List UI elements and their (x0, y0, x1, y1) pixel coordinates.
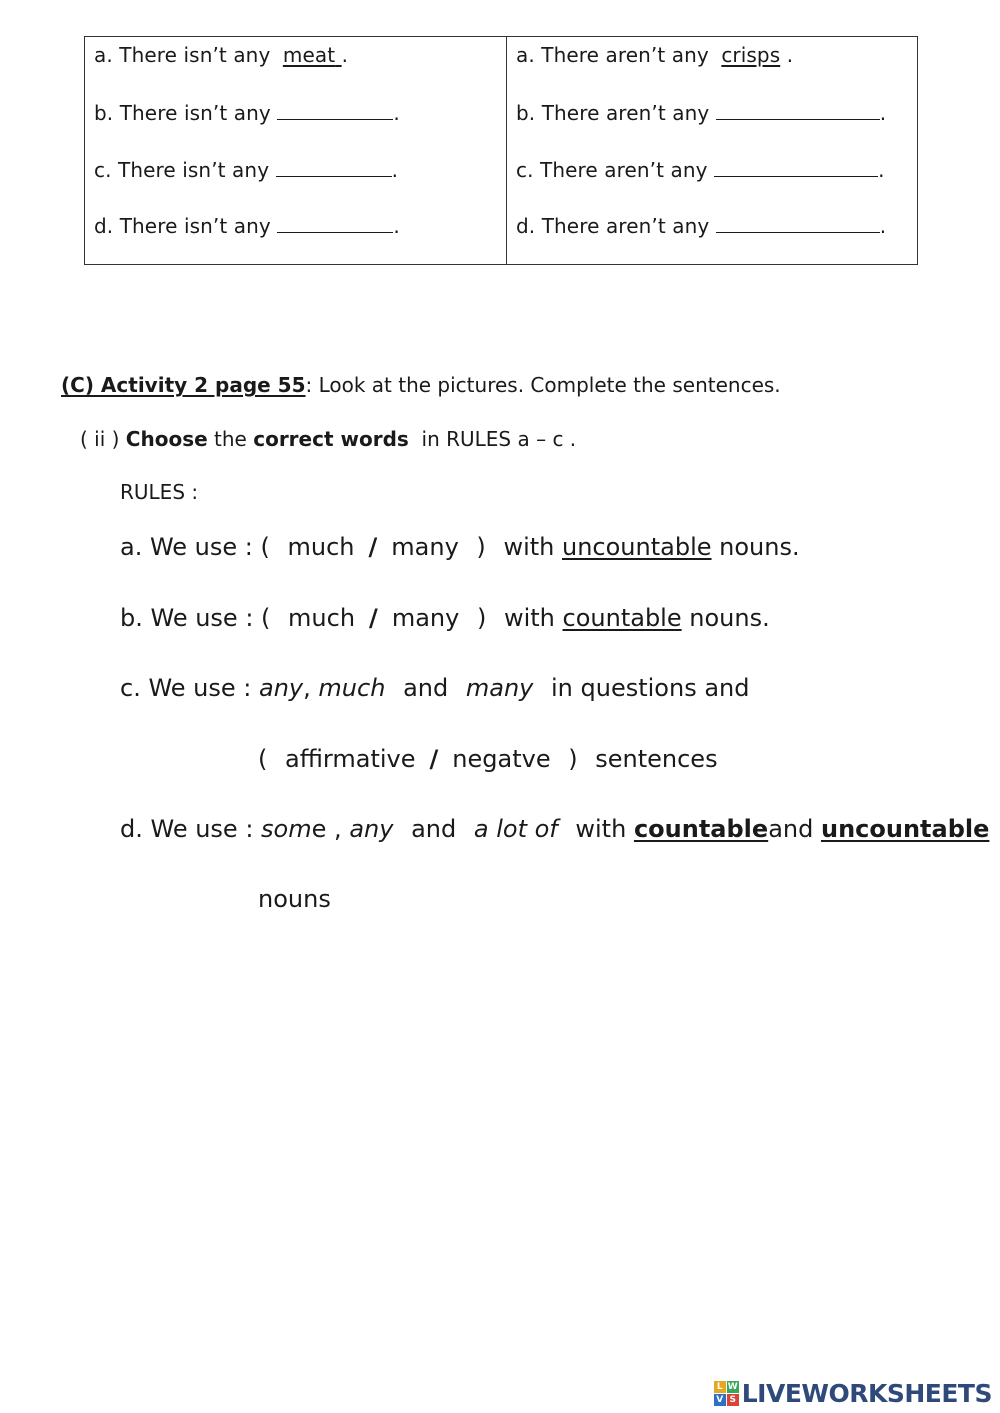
answer-blank[interactable] (716, 212, 880, 233)
table-row: a. There isn’t any meat . (94, 43, 349, 67)
subsection-instruction: ( ii ) Choose the correct words in RULES a – c . (80, 427, 577, 451)
rule-a: a. We use : ( much / many ) with uncountable nouns. (120, 533, 800, 561)
rules-title: RULES : (120, 480, 199, 504)
answer-text: crisps (721, 43, 781, 67)
table-column-isnt (85, 37, 507, 264)
table-column-arent (507, 37, 917, 264)
option-many[interactable]: many (391, 533, 459, 561)
section-label: (C) Activity 2 page 55 (61, 373, 306, 397)
answer-text: meat (282, 43, 336, 67)
table-row: c. There isn’t any . (94, 158, 399, 182)
option-many[interactable]: many (391, 604, 460, 632)
option-affirmative[interactable]: affirmative (285, 745, 416, 773)
rule-d-continued: nouns (258, 885, 331, 913)
rule-d: d. We use : some , any and a lot of with countableand uncountable (120, 815, 990, 843)
answer-blank[interactable] (276, 156, 392, 177)
table-row: a. There aren’t any crisps . (516, 43, 794, 67)
answer-blank[interactable] (277, 99, 393, 120)
option-much[interactable]: much (288, 604, 356, 632)
rule-c-continued: ( affirmative / negatve ) sentences (258, 745, 718, 773)
answer-table (84, 36, 918, 265)
brand-name: LIVEWORKSHEETS (741, 1378, 992, 1408)
section-instruction: : Look at the pictures. Complete the sentences. (305, 373, 781, 397)
liveworksheets-logo-icon: L W V S (714, 1381, 739, 1406)
rule-c: c. We use : any, much and many in questions and (120, 674, 750, 702)
answer-blank[interactable] (716, 99, 880, 120)
option-negative[interactable]: negatve (452, 745, 551, 773)
table-row: d. There isn’t any . (94, 214, 400, 238)
section-heading (61, 373, 781, 397)
rule-b: b. We use : ( much / many ) with countable nouns. (120, 604, 770, 632)
liveworksheets-logo (714, 1377, 992, 1409)
option-much[interactable]: much (287, 533, 355, 561)
answer-blank[interactable] (277, 212, 393, 233)
table-row: d. There aren’t any . (516, 214, 887, 238)
answer-blank[interactable] (714, 156, 878, 177)
table-row: b. There isn’t any . (94, 101, 400, 125)
table-row: c. There aren’t any . (516, 158, 885, 182)
table-row: b. There aren’t any . (516, 101, 887, 125)
